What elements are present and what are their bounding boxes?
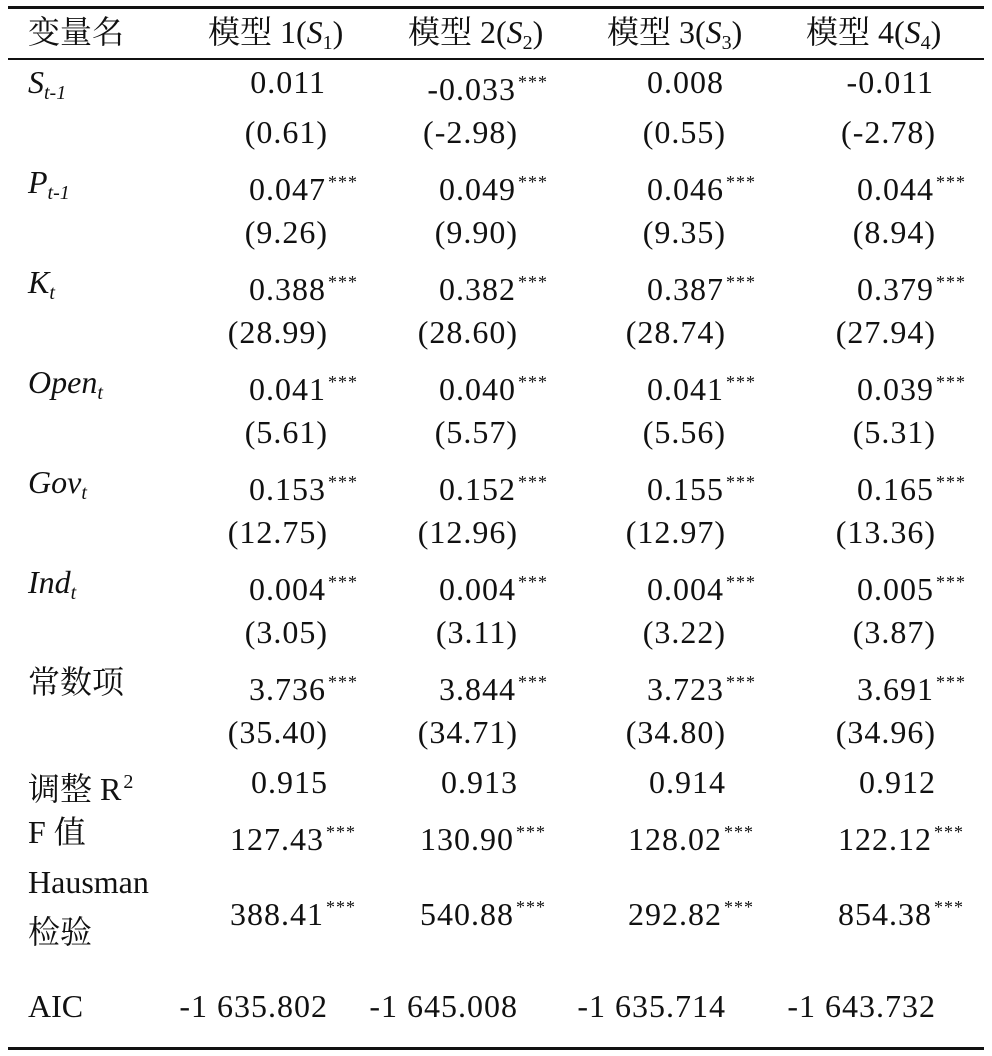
t-stat-cell: (9.90) <box>434 214 518 250</box>
t-stat-cell: (5.61) <box>244 414 328 450</box>
coefficient-cell: 0.004 *** <box>647 571 756 607</box>
t-stat-cell: (3.87) <box>852 614 936 650</box>
t-stat-cell: (5.31) <box>852 414 936 450</box>
coefficient-cell: 0.388 *** <box>249 271 358 307</box>
coefficient-cell: 0.155 *** <box>647 471 756 507</box>
f-value: 128.02 *** <box>628 821 754 857</box>
coefficient-cell: 0.382 *** <box>439 271 548 307</box>
t-stat-cell: (12.75) <box>227 514 328 550</box>
coefficient-cell: 0.005 *** <box>857 571 966 607</box>
t-stat-cell: (0.55) <box>642 114 726 150</box>
coefficient-cell: 0.044 *** <box>857 171 966 207</box>
aic-value: -1 645.008 <box>369 988 518 1024</box>
adj-r2-value: 0.912 <box>859 764 936 800</box>
coefficient-cell: 0.165 *** <box>857 471 966 507</box>
adj-r2-value: 0.914 <box>649 764 726 800</box>
t-stat-cell: (34.71) <box>417 714 518 750</box>
top-rule <box>8 6 984 9</box>
coefficient-cell: 0.379 *** <box>857 271 966 307</box>
header-var-col: 变量名 <box>28 14 125 50</box>
f-value: 122.12 *** <box>838 821 964 857</box>
f-value: 130.90 *** <box>420 821 546 857</box>
coefficient-cell: 0.004 *** <box>249 571 358 607</box>
t-stat-cell: (13.36) <box>835 514 936 550</box>
header-model-3: 模型 $3(S_3)$ <box>607 14 743 54</box>
coefficient-cell: 0.040 *** <box>439 371 548 407</box>
coefficient-cell: 0.387 *** <box>647 271 756 307</box>
coefficient-cell: 0.011 <box>250 64 326 100</box>
coefficient-cell: -0.033 *** <box>427 71 548 107</box>
hausman-value: 854.38 *** <box>838 896 964 932</box>
t-stat-cell: (-2.78) <box>841 114 936 150</box>
adj-r2-value: 0.913 <box>441 764 518 800</box>
t-stat-cell: (9.26) <box>244 214 328 250</box>
coefficient-cell: 3.691 *** <box>857 671 966 707</box>
hausman-label-line2: 检验 <box>28 914 93 950</box>
header-rule <box>8 58 984 60</box>
coefficient-cell: 3.723 *** <box>647 671 756 707</box>
coefficient-cell: -0.011 <box>846 64 934 100</box>
coefficient-cell: 0.008 <box>647 64 724 100</box>
t-stat-cell: (12.97) <box>625 514 726 550</box>
coefficient-cell: 3.736 *** <box>249 671 358 707</box>
t-stat-cell: (34.96) <box>835 714 936 750</box>
variable-label: Gov$_t$ <box>28 464 87 504</box>
t-stat-cell: (12.96) <box>417 514 518 550</box>
t-stat-cell: (9.35) <box>642 214 726 250</box>
adj-r2-value: 0.915 <box>251 764 328 800</box>
variable-label: $P_{t-1}$ <box>28 164 70 204</box>
coefficient-cell: 0.046 *** <box>647 171 756 207</box>
t-stat-cell: (3.22) <box>642 614 726 650</box>
bottom-rule <box>8 1047 984 1050</box>
t-stat-cell: (3.05) <box>244 614 328 650</box>
t-stat-cell: (5.56) <box>642 414 726 450</box>
coefficient-cell: 0.041 *** <box>647 371 756 407</box>
f-value-label: F 值 <box>28 814 86 850</box>
hausman-value: 540.88 *** <box>420 896 546 932</box>
t-stat-cell: (3.11) <box>435 614 518 650</box>
coefficient-cell: 0.041 *** <box>249 371 358 407</box>
t-stat-cell: (0.61) <box>244 114 328 150</box>
header-model-2: 模型 $2(S_2)$ <box>408 14 544 54</box>
t-stat-cell: (28.74) <box>625 314 726 350</box>
variable-label: Ind$_t$ <box>28 564 77 604</box>
coefficient-cell: 0.039 *** <box>857 371 966 407</box>
t-stat-cell: (27.94) <box>835 314 936 350</box>
aic-value: -1 643.732 <box>787 988 936 1024</box>
header-model-1: 模型 $1(S_1)$ <box>208 14 344 54</box>
coefficient-cell: 0.152 *** <box>439 471 548 507</box>
variable-label: $K_t$ <box>28 264 55 304</box>
hausman-value: 292.82 *** <box>628 896 754 932</box>
variable-label: $S_{t-1}$ <box>28 64 67 104</box>
coefficient-cell: 0.049 *** <box>439 171 548 207</box>
coefficient-cell: 3.844 *** <box>439 671 548 707</box>
t-stat-cell: (5.57) <box>434 414 518 450</box>
coefficient-cell: 0.047 *** <box>249 171 358 207</box>
t-stat-cell: (8.94) <box>852 214 936 250</box>
aic-value: -1 635.714 <box>577 988 726 1024</box>
header-model-4: 模型 $4(S_4)$ <box>806 14 942 54</box>
coefficient-cell: 0.004 *** <box>439 571 548 607</box>
f-value: 127.43 *** <box>230 821 356 857</box>
hausman-label-line1: Hausman <box>28 864 149 900</box>
adj-r2-label: 调整 R $^2$ <box>28 771 134 807</box>
t-stat-cell: (35.40) <box>227 714 328 750</box>
aic-value: -1 635.802 <box>179 988 328 1024</box>
t-stat-cell: (28.60) <box>417 314 518 350</box>
coefficient-cell: 0.153 *** <box>249 471 358 507</box>
variable-label: Open$_t$ <box>28 364 103 404</box>
t-stat-cell: (34.80) <box>625 714 726 750</box>
hausman-value: 388.41 *** <box>230 896 356 932</box>
aic-label: AIC <box>28 988 84 1024</box>
variable-label: 常数项 <box>28 664 125 700</box>
t-stat-cell: (28.99) <box>227 314 328 350</box>
t-stat-cell: (-2.98) <box>423 114 518 150</box>
